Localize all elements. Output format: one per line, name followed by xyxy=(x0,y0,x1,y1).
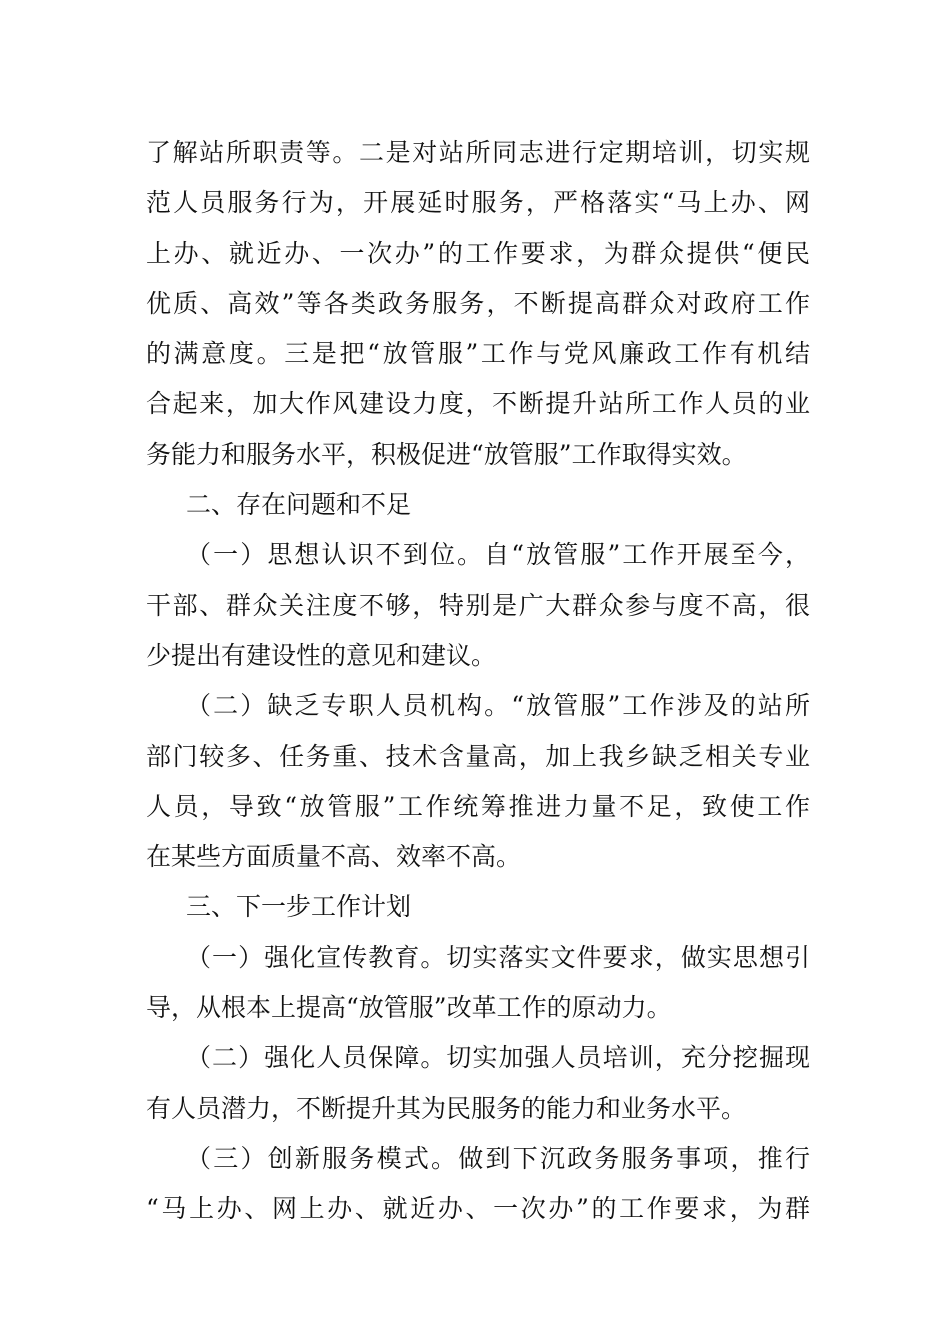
paragraph-line: （二）强化人员保障。切实加强人员培训，充分挖掘现 xyxy=(186,1043,810,1073)
paragraph-line: 合起来，加大作风建设力度，不断提升站所工作人员的业 xyxy=(146,389,810,419)
paragraph-line: （一）思想认识不到位。自“放管服”工作开展至今， xyxy=(186,540,810,570)
paragraph-line: 少提出有建设性的意见和建议。 xyxy=(146,640,497,670)
paragraph-line: （三）创新服务模式。做到下沉政务服务事项，推行 xyxy=(186,1143,810,1173)
paragraph-line: 范人员服务行为，开展延时服务，严格落实“马上办、网 xyxy=(146,188,810,218)
paragraph-line: 在某些方面质量不高、效率不高。 xyxy=(146,842,522,872)
paragraph-line: （一）强化宣传教育。切实落实文件要求，做实思想引 xyxy=(186,942,810,972)
paragraph-line: 有人员潜力，不断提升其为民服务的能力和业务水平。 xyxy=(146,1093,747,1123)
paragraph-line: 优质、高效”等各类政务服务，不断提高群众对政府工作 xyxy=(146,288,810,318)
section-heading: 二、存在问题和不足 xyxy=(186,490,412,520)
section-heading: 三、下一步工作计划 xyxy=(186,892,412,922)
paragraph-line: 部门较多、任务重、技术含量高，加上我乡缺乏相关专业 xyxy=(146,741,810,771)
document-body xyxy=(146,128,810,1235)
paragraph-line: 的满意度。三是把“放管服”工作与党风廉政工作有机结 xyxy=(146,339,810,369)
paragraph-line: “马上办、网上办、就近办、一次办”的工作要求，为群 xyxy=(146,1194,810,1224)
paragraph-line: 上办、就近办、一次办”的工作要求，为群众提供“便民 xyxy=(146,238,810,268)
paragraph-line: （二）缺乏专职人员机构。“放管服”工作涉及的站所 xyxy=(186,691,810,721)
paragraph-line: 人员，导致“放管服”工作统筹推进力量不足，致使工作 xyxy=(146,791,810,821)
paragraph-line: 务能力和服务水平，积极促进“放管服”工作取得实效。 xyxy=(146,439,747,469)
paragraph-line: 了解站所职责等。二是对站所同志进行定期培训，切实规 xyxy=(146,138,810,167)
paragraph-line: 干部、群众关注度不够，特别是广大群众参与度不高，很 xyxy=(146,590,810,620)
paragraph-line: 导，从根本上提高“放管服”改革工作的原动力。 xyxy=(146,993,672,1023)
